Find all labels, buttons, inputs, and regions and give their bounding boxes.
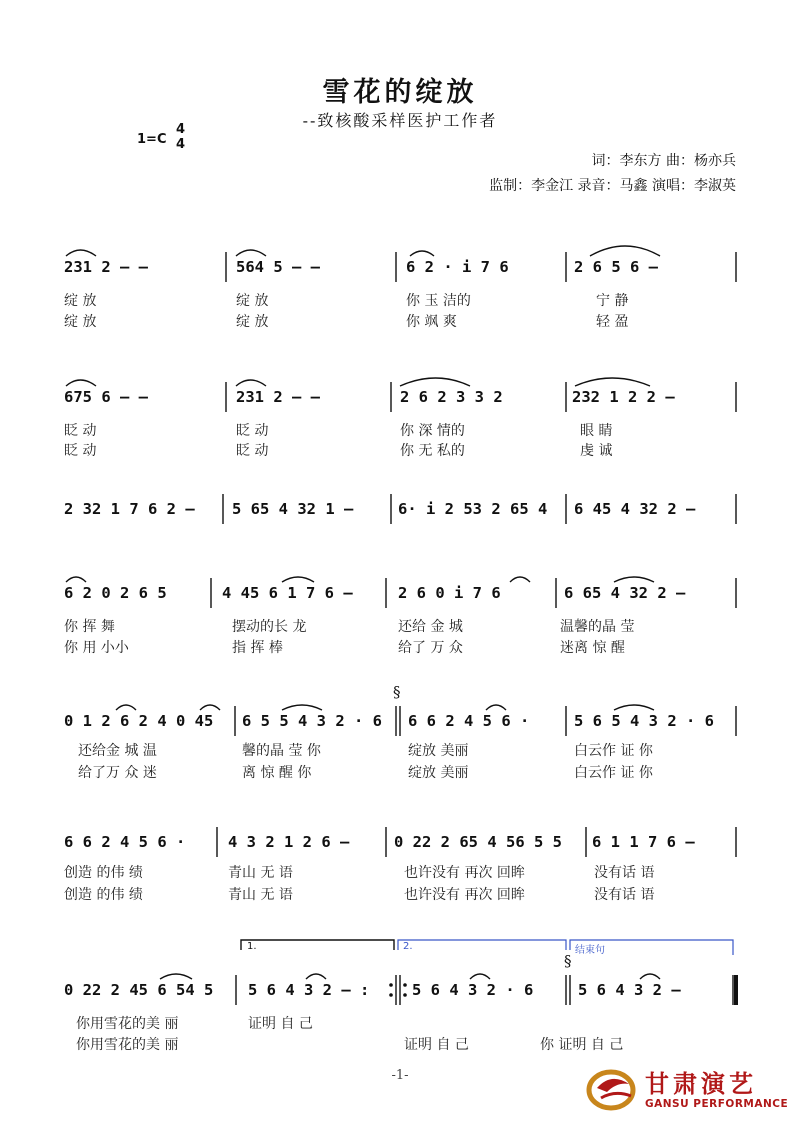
row6-lyrics1-m2: 青山 无 语 bbox=[228, 865, 293, 881]
row4-measure3-notes: 2 6 0 i 7 6 bbox=[398, 584, 501, 602]
row5-measure3-notes: 6 6 2 4 5 6 · bbox=[408, 712, 530, 730]
row2-lyrics1-m1: 眨 动 bbox=[64, 423, 97, 439]
row5-lyrics1-m4: 白云作 证 你 bbox=[574, 743, 653, 759]
row3-measure4-notes: 6 45 4 32 2 – bbox=[574, 500, 696, 518]
row7-lyrics2-m3: 证明 自 己 bbox=[404, 1037, 469, 1053]
row6-lyrics2-m1: 创造 的伟 绩 bbox=[64, 887, 143, 903]
row2-measure3-notes: 2 6 2 3 3 2 bbox=[400, 388, 503, 406]
row2-measure1-notes: 675 6 – – bbox=[64, 388, 148, 406]
credits-lyricist-composer: 词：李东方 曲：杨亦兵 bbox=[591, 153, 736, 169]
row7-measure3-notes: 5 6 4 3 2 · 6 bbox=[412, 981, 534, 999]
row1-measure1-notes: 231 2 – – bbox=[64, 258, 148, 276]
row1-measure3-notes: 6 2 · i 7 6 bbox=[406, 258, 509, 276]
row7-lyrics1-m1: 你用雪花的美 丽 bbox=[76, 1016, 179, 1032]
row7-lyrics1-m2: 证明 自 己 bbox=[248, 1016, 313, 1032]
row5-lyrics1-m1: 还给金 城 温 bbox=[78, 743, 157, 759]
row4-measure2-notes: 4 45 6 1 7 6 – bbox=[222, 584, 353, 602]
row1-lyrics2-m3: 你 飒 爽 bbox=[406, 314, 457, 330]
song-title: 雪花的绽放 bbox=[322, 77, 478, 108]
segno-icon: § bbox=[564, 952, 572, 970]
row5-measure2-notes: 6 5 5 4 3 2 · 6 bbox=[242, 712, 382, 730]
page-number: -1- bbox=[391, 1068, 409, 1083]
row6-lyrics2-m4: 没有话 语 bbox=[594, 887, 655, 903]
segno-icon: § bbox=[393, 683, 401, 701]
row2-lyrics1-m4: 眼 睛 bbox=[580, 423, 613, 439]
row4-lyrics1-m4: 温馨的晶 莹 bbox=[560, 619, 635, 635]
row6-lyrics1-m1: 创造 的伟 绩 bbox=[64, 865, 143, 881]
row5-lyrics1-m3: 绽放 美丽 bbox=[408, 743, 469, 759]
row7-lyrics2-m4: 你 证明 自 己 bbox=[540, 1037, 624, 1053]
logo-emblem-icon bbox=[585, 1060, 643, 1114]
logo-english-text: GANSU PERFORMANCE bbox=[645, 1098, 789, 1110]
row5-lyrics2-m2: 离 惊 醒 你 bbox=[242, 765, 312, 781]
row7-measure2-notes: 5 6 4 3 2 – : bbox=[248, 981, 370, 999]
row1-lyrics2-m2: 绽 放 bbox=[236, 314, 269, 330]
row4-measure4-notes: 6 65 4 32 2 – bbox=[564, 584, 686, 602]
row3-measure1-notes: 2 32 1 7 6 2 – bbox=[64, 500, 195, 518]
row4-lyrics2-m3: 给了 万 众 bbox=[398, 640, 463, 656]
row6-measure4-notes: 6 1 1 7 6 – bbox=[592, 833, 695, 851]
row5-lyrics2-m4: 白云作 证 你 bbox=[574, 765, 653, 781]
row1-measure2-notes: 564 5 – – bbox=[236, 258, 320, 276]
time-signature bbox=[176, 122, 185, 152]
credits-production: 监制：李金江 录音：马鑫 演唱：李淑英 bbox=[489, 178, 736, 194]
key-signature: 1=C bbox=[137, 132, 167, 147]
volta-first-label: 1. bbox=[247, 941, 257, 952]
row2-lyrics1-m3: 你 深 情的 bbox=[400, 423, 465, 439]
row6-lyrics2-m3: 也许没有 再次 回眸 bbox=[404, 887, 525, 903]
row2-lyrics2-m4: 虔 诚 bbox=[580, 443, 613, 459]
row5-measure4-notes: 5 6 5 4 3 2 · 6 bbox=[574, 712, 714, 730]
row4-lyrics1-m2: 摆动的长 龙 bbox=[232, 619, 307, 635]
row7-measure4-notes: 5 6 4 3 2 – bbox=[578, 981, 681, 999]
row1-lyrics1-m1: 绽 放 bbox=[64, 293, 97, 309]
row6-lyrics2-m2: 青山 无 语 bbox=[228, 887, 293, 903]
row2-lyrics2-m2: 眨 动 bbox=[236, 443, 269, 459]
row1-lyrics2-m4: 轻 盈 bbox=[596, 314, 629, 330]
row3-measure2-notes: 5 65 4 32 1 – bbox=[232, 500, 354, 518]
row6-measure3-notes: 0 22 2 65 4 56 5 5 bbox=[394, 833, 562, 851]
row4-lyrics1-m1: 你 挥 舞 bbox=[64, 619, 115, 635]
row1-lyrics2-m1: 绽 放 bbox=[64, 314, 97, 330]
row2-lyrics2-m3: 你 无 私的 bbox=[400, 443, 465, 459]
volta-second-label: 2. bbox=[403, 941, 413, 952]
row5-lyrics2-m3: 绽放 美丽 bbox=[408, 765, 469, 781]
time-signature-bottom: 4 bbox=[176, 137, 186, 152]
row4-lyrics1-m3: 还给 金 城 bbox=[398, 619, 463, 635]
row6-lyrics1-m4: 没有话 语 bbox=[594, 865, 655, 881]
time-signature-top: 4 bbox=[176, 122, 186, 137]
row2-measure4-notes: 232 1 2 2 – bbox=[572, 388, 675, 406]
row7-measure1-notes: 0 22 2 45 6 54 5 bbox=[64, 981, 214, 999]
row1-measure4-notes: 2 6 5 6 – bbox=[574, 258, 658, 276]
row5-measure1-notes: 0 1 2 6 2 4 0 45 bbox=[64, 712, 214, 730]
song-subtitle: --致核酸采样医护工作者 bbox=[302, 111, 498, 130]
row2-lyrics1-m2: 眨 动 bbox=[236, 423, 269, 439]
row6-lyrics1-m3: 也许没有 再次 回眸 bbox=[404, 865, 525, 881]
row1-lyrics1-m4: 宁 静 bbox=[596, 293, 629, 309]
row1-lyrics1-m3: 你 玉 洁的 bbox=[406, 293, 471, 309]
row2-measure2-notes: 231 2 – – bbox=[236, 388, 320, 406]
row4-lyrics2-m4: 迷离 惊 醒 bbox=[560, 640, 625, 656]
row2-lyrics2-m1: 眨 动 bbox=[64, 443, 97, 459]
row5-lyrics2-m1: 给了万 众 迷 bbox=[78, 765, 157, 781]
row7-lyrics2-m1: 你用雪花的美 丽 bbox=[76, 1037, 179, 1053]
row4-measure1-notes: 6 2 0 2 6 5 bbox=[64, 584, 167, 602]
coda-label: 结束句 bbox=[575, 945, 605, 956]
row1-lyrics1-m2: 绽 放 bbox=[236, 293, 269, 309]
gansu-performance-logo bbox=[585, 1060, 789, 1118]
logo-chinese-text: 甘肃演艺 bbox=[645, 1069, 757, 1098]
row3-measure3-notes: 6· i 2 53 2 65 4 bbox=[398, 500, 548, 518]
row6-measure1-notes: 6 6 2 4 5 6 · bbox=[64, 833, 186, 851]
row5-lyrics1-m2: 馨的晶 莹 你 bbox=[242, 743, 321, 759]
row4-lyrics2-m1: 你 用 小小 bbox=[64, 640, 129, 656]
row4-lyrics2-m2: 指 挥 棒 bbox=[232, 640, 283, 656]
row6-measure2-notes: 4 3 2 1 2 6 – bbox=[228, 833, 350, 851]
